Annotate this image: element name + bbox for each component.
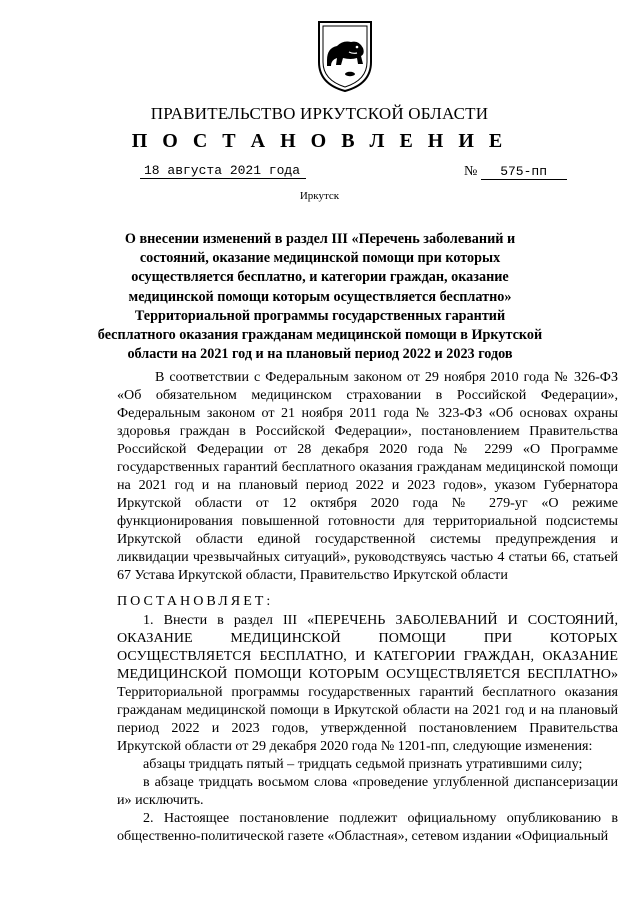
- city: Иркутск: [299, 190, 340, 202]
- document-type: П О С Т А Н О В Л Е Н И Е: [131, 130, 508, 152]
- number-value: 575-пп: [481, 164, 567, 180]
- decree-items: [117, 611, 618, 845]
- preamble: В соответствии с Федеральным законом от 29 ноября 2010 года № 326-ФЗ «Об обязательном медицинском страховании в Российской Федерации», Федеральным законом от 21 ноября 2011 года № 323-ФЗ «Об основах охраны здоровья граждан в Российской Федерации», постановлением Правительства Российской Федерации от 28 декабря 2020 года № 2299 «О Программе государственных гарантий бесплатного оказания гражданам медицинской помощи на 2021 год и на плановый период 2022 и 2023 годов», указом Губернатора Иркутской области от 12 октября 2020 года № 279-уг «О режиме функционирования повышенной готовности для территориальной подсистемы Иркутской области единой государственной системы предупреждения и ликвидации чрезвычайных ситуаций», руководствуясь частью 4 статьи 66, статьей 67 Устава Иркутской области, Правительство Иркутской области: [117, 369, 618, 583]
- resolves-heading: ПОСТАНОВЛЯЕТ:: [117, 593, 274, 609]
- decree-number: [464, 163, 567, 180]
- item-1-change-a: абзацы тридцать пятый – тридцать седьмой признать утратившими силу;: [143, 756, 583, 772]
- item-2: 2. Настоящее постановление подлежит официальному опубликованию в общественно-политической газете «Областная», сетевом издании «Официальный: [117, 810, 618, 844]
- item-1-change-b: в абзаце тридцать восьмом слова «проведение углубленной диспансеризации и» исключить.: [117, 774, 618, 808]
- item-1: 1. Внести в раздел III «ПЕРЕЧЕНЬ ЗАБОЛЕВАНИЙ И СОСТОЯНИЙ, ОКАЗАНИЕ МЕДИЦИНСКОЙ ПОМОЩИ ПРИ КОТОРЫХ ОСУЩЕСТВЛЯЕТСЯ БЕСПЛАТНО, И КАТЕГОРИИ ГРАЖДАН, ОКАЗАНИЕ МЕДИЦИНСКОЙ ПОМОЩИ КОТОРЫМ ОСУЩЕСТВЛЯЕТСЯ БЕСПЛАТНО» Территориальной программы государственных гарантий бесплатного оказания гражданам медицинской помощи в Иркутской области на 2021 год и на плановый период 2022 и 2023 годов, утвержденной постановлением Правительства Иркутской области от 29 декабря 2020 года № 1201-пп, следующие изменения:: [117, 612, 618, 754]
- decree-title: О внесении изменений в раздел III «Перечень заболеваний и состояний, оказание медицинской помощи при которых осуществляется бесплатно, и категории граждан, оказание медицинской помощи которым осуществляется бесплатно» Территориальной программы государственных гарантий бесплатного оказания гражданам медицинской помощи в Иркутской области на 2021 год и на плановый период 2022 и 2023 годов: [97, 231, 543, 363]
- government-name: ПРАВИТЕЛЬСТВО ИРКУТСКОЙ ОБЛАСТИ: [150, 104, 489, 123]
- decree-date: 18 августа 2021 года: [140, 163, 306, 179]
- coat-of-arms-icon: [313, 18, 377, 94]
- number-sign: №: [464, 164, 478, 179]
